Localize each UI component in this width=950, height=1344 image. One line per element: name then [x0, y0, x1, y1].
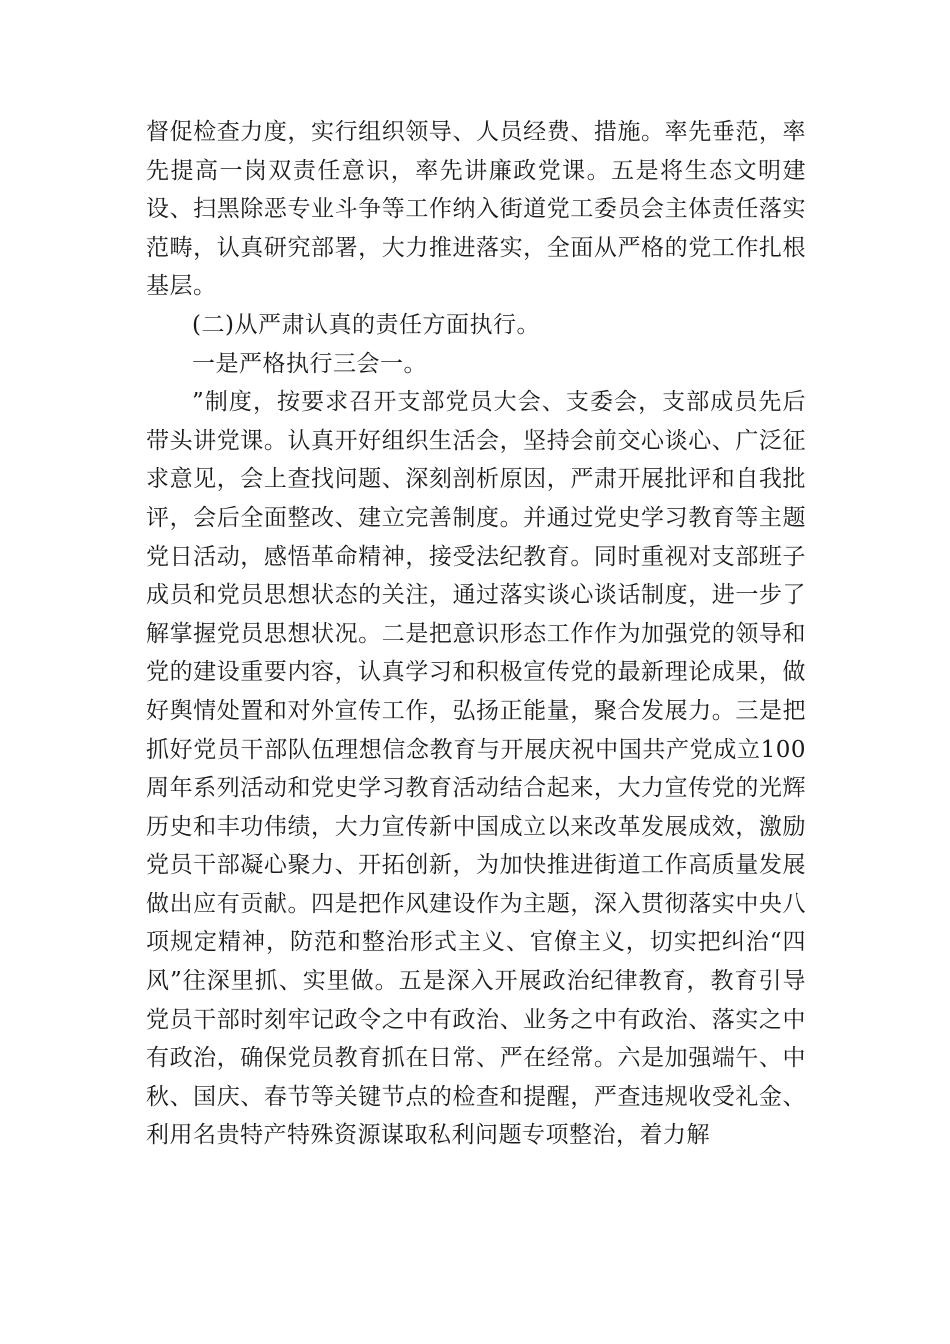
- paragraph-main: ”制度，按要求召开支部党员大会、支委会，支部成员先后带头讲党课。认真开好组织生活会，坚持会前交心谈心、广泛征求意见，会上查找问题、深刻剖析原因，严肃开展批评和自我批评，会后全面整改、建立完善制度。并通过党史学习教育等主题党日活动，感悟革命精神，接受法纪教育。同时重视对支部班子成员和党员思想状态的关注，通过落实谈心谈话制度，进一步了解掌握党员思想状况。二是把意识形态工作作为加强党的领导和党的建设重要内容，认真学习和积极宣传党的最新理论成果，做好舆情处置和对外宣传工作，弘扬正能量，聚合发展力。三是把抓好党员干部队伍理想信念教育与开展庆祝中国共产党成立100周年系列活动和党史学习教育活动结合起来，大力宣传党的光辉历史和丰功伟绩，大力宣传新中国成立以来改革发展成效，激励党员干部凝心聚力、开拓创新，为加快推进街道工作高质量发展做出应有贡献。四是把作风建设作为主题，深入贯彻落实中央八项规定精神，防范和整治形式主义、官僚主义，切实把纠治“四风”往深里抓、实里做。五是深入开展政治纪律教育，教育引导党员干部时刻牢记政令之中有政治、业务之中有政治、落实之中有政治，确保党员教育抓在日常、严在经常。六是加强端午、中秋、国庆、春节等关键节点的检查和提醒，严查违规收受礼金、利用名贵特产特殊资源谋取私利问题专项整治，着力解: [146, 389, 806, 1149]
- paragraph-continuation: 督促检查力度，实行组织领导、人员经费、措施。率先垂范，率先提高一岗双责任意识，率先讲廉政党课。五是将生态文明建设、扫黑除恶专业斗争等工作纳入街道党工委员会主体责任落实范畴，认真研究部署，大力推进落实，全面从严格的党工作扎根基层。: [146, 119, 806, 300]
- section-heading: (二)从严肃认真的责任方面执行。: [192, 311, 540, 338]
- paragraph-item-one: 一是严格执行三会一。: [192, 350, 427, 377]
- document-body: [146, 113, 806, 1155]
